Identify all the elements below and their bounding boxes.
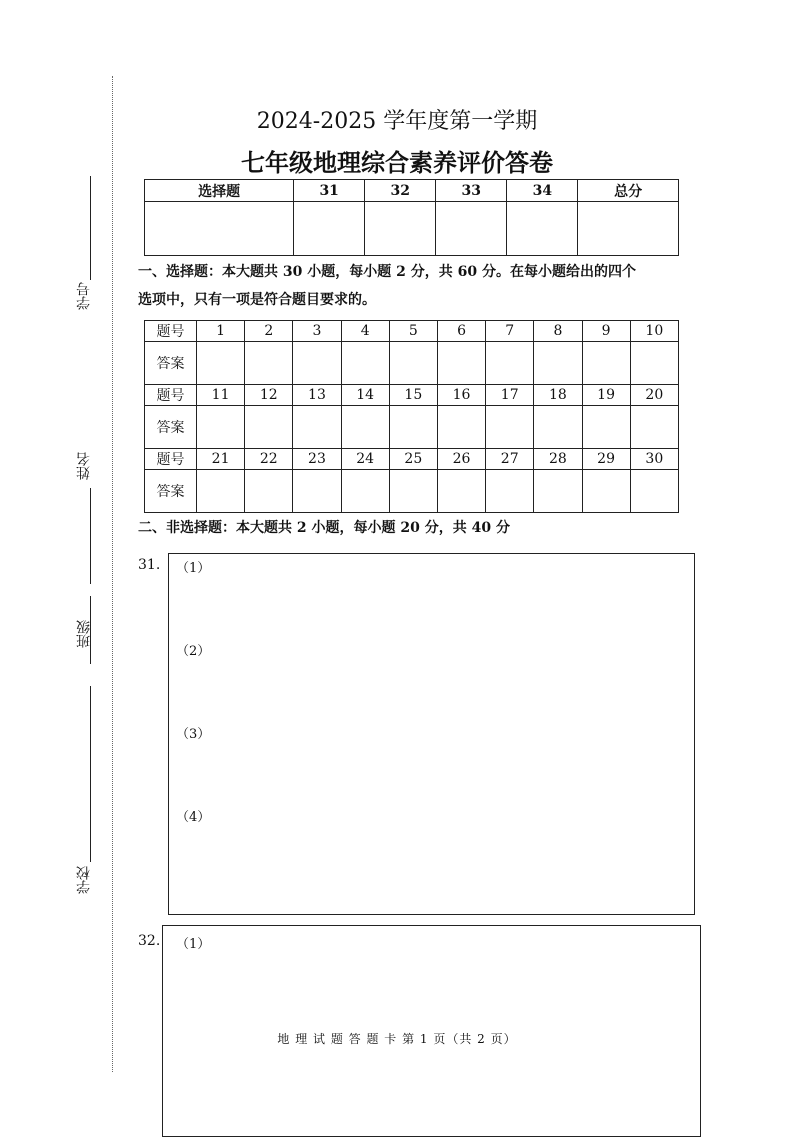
answer-label: 答案	[145, 406, 197, 449]
question-number: 7	[486, 321, 534, 342]
answer-cell[interactable]	[630, 470, 678, 513]
score-cell-32[interactable]	[365, 202, 436, 256]
answer-cell[interactable]	[534, 406, 582, 449]
student-id-line	[90, 176, 91, 280]
answer-cell[interactable]	[534, 470, 582, 513]
answer-cell[interactable]	[389, 470, 437, 513]
school-label: 学校	[76, 866, 92, 894]
exam-title-term: 2024-2025 学年度第一学期	[256, 109, 538, 134]
answer-row	[145, 406, 679, 449]
section1-line1: 一、选择题：本大题共 30 小题，每小题 2 分，共 60 分。在每小题给出的四个	[138, 264, 636, 280]
answer-cell[interactable]	[437, 342, 485, 385]
section1-line2: 选项中，只有一项是符合题目要求的。	[138, 292, 376, 308]
question-number-label: 题号	[145, 385, 197, 406]
answer-cell[interactable]	[341, 470, 389, 513]
score-table	[144, 179, 679, 256]
score-cell-choice[interactable]	[145, 202, 294, 256]
answer-cell[interactable]	[437, 406, 485, 449]
class-label: 班级	[76, 620, 92, 648]
answer-grid	[144, 320, 679, 513]
answer-cell[interactable]	[245, 342, 293, 385]
name-line	[90, 488, 91, 584]
answer-cell[interactable]	[389, 406, 437, 449]
q32-part-1: （1）	[176, 937, 211, 952]
score-header-33: 33	[436, 180, 507, 202]
question-number: 29	[582, 449, 630, 470]
question-number: 2	[245, 321, 293, 342]
answer-label: 答案	[145, 342, 197, 385]
answer-cell[interactable]	[197, 470, 245, 513]
answer-cell[interactable]	[486, 470, 534, 513]
name-label: 姓名	[76, 452, 92, 480]
question-number-label: 题号	[145, 449, 197, 470]
answer-cell[interactable]	[630, 406, 678, 449]
binding-line	[112, 76, 113, 1072]
question-number: 8	[534, 321, 582, 342]
question-number: 12	[245, 385, 293, 406]
question-number: 9	[582, 321, 630, 342]
question-number-label: 题号	[145, 321, 197, 342]
answer-cell[interactable]	[341, 406, 389, 449]
question-number: 20	[630, 385, 678, 406]
answer-cell[interactable]	[245, 406, 293, 449]
section1-instructions	[138, 258, 636, 314]
question-number: 26	[437, 449, 485, 470]
question-number: 17	[486, 385, 534, 406]
question-number: 15	[389, 385, 437, 406]
q31-answer-box[interactable]	[168, 553, 695, 915]
answer-cell[interactable]	[582, 406, 630, 449]
score-header-32: 32	[365, 180, 436, 202]
question-number: 25	[389, 449, 437, 470]
q31-part-2: （2）	[176, 644, 211, 659]
question-number: 30	[630, 449, 678, 470]
answer-cell[interactable]	[582, 470, 630, 513]
score-header-total: 总分	[578, 180, 679, 202]
page-footer: 地 理 试 题 答 题 卡 第 1 页（共 2 页）	[277, 1032, 517, 1046]
student-id-label: 学号	[76, 282, 92, 310]
answer-cell[interactable]	[197, 406, 245, 449]
question-number: 27	[486, 449, 534, 470]
question-number: 16	[437, 385, 485, 406]
answer-cell[interactable]	[630, 342, 678, 385]
section2-instructions: 二、非选择题：本大题共 2 小题，每小题 20 分，共 40 分	[138, 520, 510, 536]
question-number: 3	[293, 321, 341, 342]
question-number: 1	[197, 321, 245, 342]
question-number: 13	[293, 385, 341, 406]
answer-cell[interactable]	[389, 342, 437, 385]
question-number: 22	[245, 449, 293, 470]
question-number-row	[145, 449, 679, 470]
score-header-34: 34	[507, 180, 578, 202]
question-number-row	[145, 385, 679, 406]
q32-number: 32.	[138, 933, 161, 949]
answer-cell[interactable]	[486, 406, 534, 449]
score-cell-31[interactable]	[294, 202, 365, 256]
question-number: 24	[341, 449, 389, 470]
question-number: 4	[341, 321, 389, 342]
q31-part-1: （1）	[176, 561, 211, 576]
answer-row	[145, 342, 679, 385]
question-number: 28	[534, 449, 582, 470]
question-number: 11	[197, 385, 245, 406]
question-number: 14	[341, 385, 389, 406]
score-cell-33[interactable]	[436, 202, 507, 256]
score-cell-34[interactable]	[507, 202, 578, 256]
answer-cell[interactable]	[197, 342, 245, 385]
question-number: 10	[630, 321, 678, 342]
question-number-row	[145, 321, 679, 342]
q31-part-3: （3）	[176, 727, 211, 742]
school-line	[90, 686, 91, 862]
score-header-choice: 选择题	[145, 180, 294, 202]
answer-cell[interactable]	[534, 342, 582, 385]
answer-cell[interactable]	[245, 470, 293, 513]
q31-part-4: （4）	[176, 810, 211, 825]
answer-cell[interactable]	[293, 342, 341, 385]
score-header-31: 31	[294, 180, 365, 202]
answer-cell[interactable]	[486, 342, 534, 385]
question-number: 5	[389, 321, 437, 342]
answer-cell[interactable]	[293, 406, 341, 449]
score-cell-total[interactable]	[578, 202, 679, 256]
q31-number: 31.	[138, 557, 161, 573]
answer-cell[interactable]	[341, 342, 389, 385]
answer-cell[interactable]	[437, 470, 485, 513]
answer-row	[145, 470, 679, 513]
question-number: 23	[293, 449, 341, 470]
exam-title-subject: 七年级地理综合素养评价答卷	[241, 148, 553, 177]
answer-label: 答案	[145, 470, 197, 513]
answer-cell[interactable]	[582, 342, 630, 385]
question-number: 21	[197, 449, 245, 470]
answer-cell[interactable]	[293, 470, 341, 513]
question-number: 19	[582, 385, 630, 406]
question-number: 6	[437, 321, 485, 342]
question-number: 18	[534, 385, 582, 406]
